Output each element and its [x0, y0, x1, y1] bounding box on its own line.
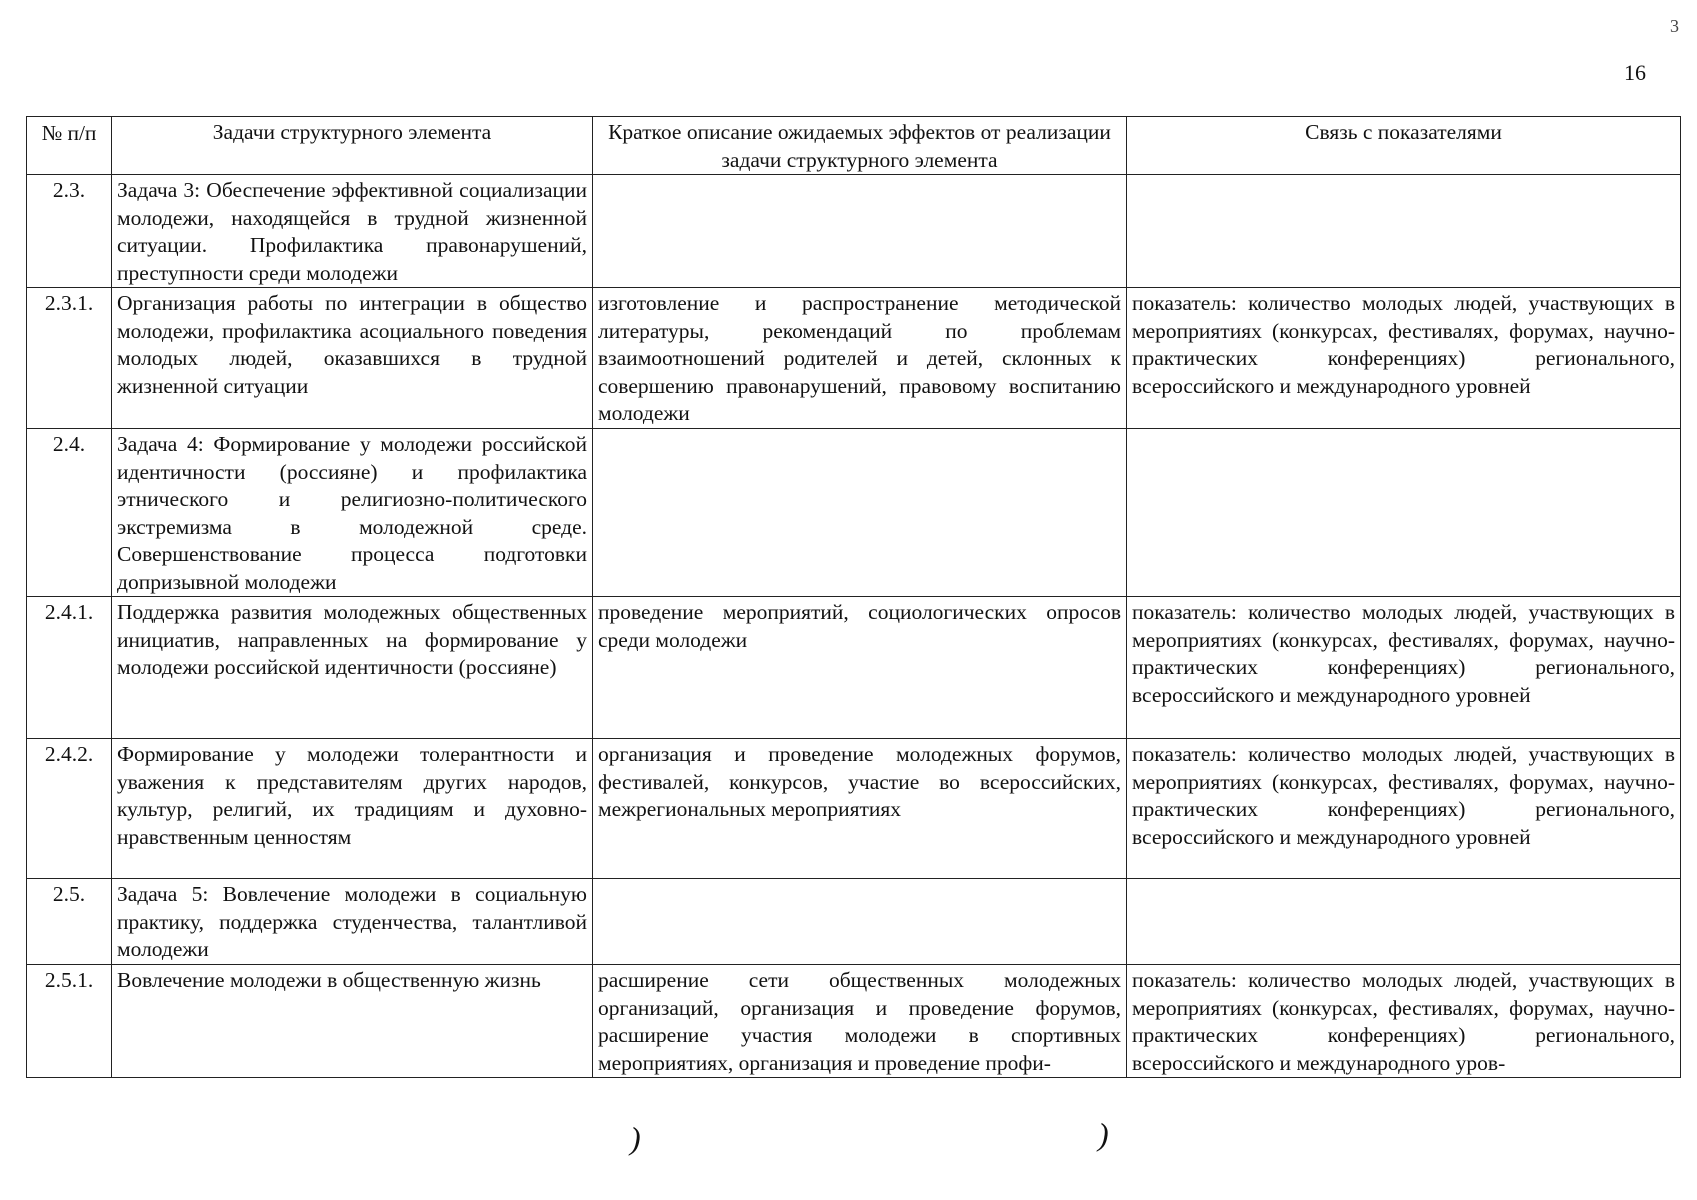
- scan-mark: ): [1098, 1116, 1109, 1152]
- tasks-table: [26, 116, 1681, 1078]
- row-task: Формирование у молодежи толерантности и уважения к представителям других народов, культур, религий, их традициям и духовно-нравственным ценностям: [112, 739, 593, 879]
- row-indicators: [1127, 879, 1681, 965]
- table-row: [27, 597, 1681, 739]
- table-row: [27, 739, 1681, 879]
- row-indicators: [1127, 175, 1681, 288]
- scan-mark: ): [630, 1120, 641, 1156]
- row-num: 2.4.1.: [27, 597, 112, 739]
- header-num: № п/п: [27, 117, 112, 175]
- row-effects: [593, 175, 1127, 288]
- row-task: Поддержка развития молодежных общественных инициатив, направленных на формирование у молодежи российской идентичности (россияне): [112, 597, 593, 739]
- row-num: 2.4.2.: [27, 739, 112, 879]
- page-number: 16: [1624, 60, 1646, 85]
- row-num: 2.5.: [27, 879, 112, 965]
- row-effects: расширение сети общественных молодежных организаций, организация и проведение форумов, расширение участия молодежи в спортивных мероприятиях, организация и проведение профи-: [593, 965, 1127, 1078]
- row-effects: [593, 879, 1127, 965]
- table-row: [27, 965, 1681, 1078]
- table-row: [27, 879, 1681, 965]
- row-indicators: [1127, 429, 1681, 597]
- row-indicators: показатель: количество молодых людей, участвующих в мероприятиях (конкурсах, фестивалях, форумах, научно-практических конференциях) регионального, всероссийского и международного уров-: [1127, 965, 1681, 1078]
- row-effects: организация и проведение молодежных форумов, фестивалей, конкурсов, участие во всероссийских, межрегиональных мероприятиях: [593, 739, 1127, 879]
- corner-mark: 3: [1670, 16, 1679, 36]
- row-task: Задача 3: Обеспечение эффективной социализации молодежи, находящейся в трудной жизненной ситуации. Профилактика правонарушений, преступности среди молодежи: [112, 175, 593, 288]
- row-num: 2.3.: [27, 175, 112, 288]
- row-task: Вовлечение молодежи в общественную жизнь: [112, 965, 593, 1078]
- table-header-row: [27, 117, 1681, 175]
- table-row: [27, 429, 1681, 597]
- row-indicators: показатель: количество молодых людей, участвующих в мероприятиях (конкурсах, фестивалях, форумах, научно-практических конференциях) регионального, всероссийского и международного уровней: [1127, 739, 1681, 879]
- table-row: [27, 175, 1681, 288]
- row-task: Задача 4: Формирование у молодежи российской идентичности (россияне) и профилактика этнического и религиозно-политического экстремизма в молодежной среде. Совершенствование процесса подготовки допризывной молодежи: [112, 429, 593, 597]
- row-indicators: показатель: количество молодых людей, участвующих в мероприятиях (конкурсах, фестивалях, форумах, научно-практических конференциях) регионального, всероссийского и международного уровней: [1127, 288, 1681, 429]
- row-effects: [593, 429, 1127, 597]
- row-task: Задача 5: Вовлечение молодежи в социальную практику, поддержка студенчества, талантливой молодежи: [112, 879, 593, 965]
- row-indicators: показатель: количество молодых людей, участвующих в мероприятиях (конкурсах, фестивалях, форумах, научно-практических конференциях) регионального, всероссийского и международного уровней: [1127, 597, 1681, 739]
- row-effects: изготовление и распространение методической литературы, рекомендаций по проблемам взаимоотношений родителей и детей, склонных к совершению правонарушений, правовому воспитанию молодежи: [593, 288, 1127, 429]
- row-num: 2.5.1.: [27, 965, 112, 1078]
- row-effects: проведение мероприятий, социологических опросов среди молодежи: [593, 597, 1127, 739]
- row-num: 2.4.: [27, 429, 112, 597]
- header-indicators: Связь с показателями: [1127, 117, 1681, 175]
- row-task: Организация работы по интеграции в общество молодежи, профилактика асоциального поведения молодых людей, оказавшихся в трудной жизненной ситуации: [112, 288, 593, 429]
- row-num: 2.3.1.: [27, 288, 112, 429]
- header-effects: Краткое описание ожидаемых эффектов от реализации задачи структурного элемента: [593, 117, 1127, 175]
- table-row: [27, 288, 1681, 429]
- header-task: Задачи структурного элемента: [112, 117, 593, 175]
